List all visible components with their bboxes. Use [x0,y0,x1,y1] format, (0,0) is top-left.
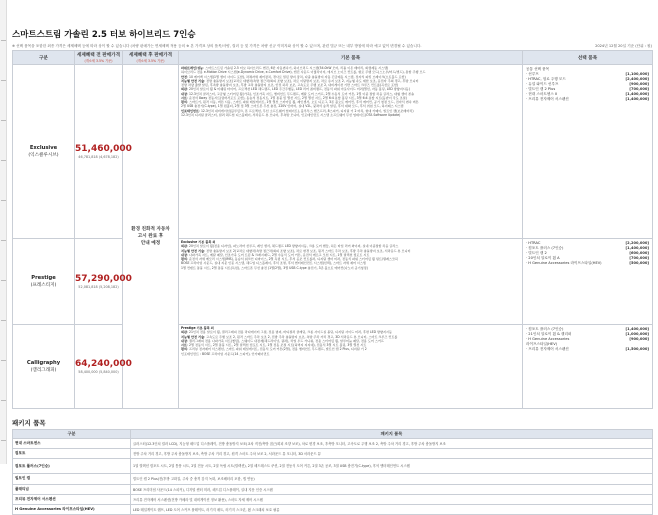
trim-row [13,65,653,239]
basic-item: 지능형 안전 기술: 고속도로 주행 보조 2, 원격 스마트 주차 보조 2, 전방 주차 충돌방지 보조, 측방 주차 거리 경고, 3D 서라운드 뷰 모니터, 스마트 크루즈 컨트롤 [181,334,398,339]
basic-item: 인포테인먼트 : BOSE 프리미엄 사운드(14 스피커), 인카페이먼트 [181,351,270,356]
option-item: · 20인치 알로이 휠 A [700,000] [526,256,649,260]
package-row [13,439,653,449]
note-row [12,42,652,50]
package-row [13,474,653,484]
reference-date: 2024년 12월 20일 기준 (단위 : 원) [595,44,652,48]
package-row [13,449,653,459]
option-item: · 현대 스마트센스 II [1,400,000] [526,92,649,96]
basic-item: 편의: 프리뷰 전자제어 서스펜션, 스마트 파워 테일게이트, 전동식 도어 커튼(2열), 전용 앰비언트 무드램프, 빌트인 캠 2 Plus, 디지털 키 2 [181,347,367,352]
trim-price: 51,460,000 46,781,818 (4,678,182) [75,65,123,239]
package-items: 프리뷰 전자제어 서스펜션(전방 카메라 및 내비게이션 정보 활용), 스마트 자세 제어 시스템 [131,494,653,504]
package-row [13,504,653,514]
option-item: · H Genuine Accessories [900,000] [526,337,649,341]
basic-item: 내장: 나파가죽 시트, 메탈 페달, 인조가죽 도어 트림 & 크래시패드, 2열 수동식 도어 커튼, 운전석 에르고 모션 시트, 1열 릴렉션 컴포트 시트 [181,252,370,257]
price-note: ※ 선택 품목을 포함한 최종 가격은 세제혜택 등에 따라 상이 할 수 있습니다 (차량 판매가는 면세혜택 적용 등의 ※ 본 가격표 상의 품목/사양, 컬러 등 및 가격은 차량 신규 이미지와 상이 할 수 있으며, 관련 법규 또는 내부 방침에 따라 예고 없이 변경될 수 있습니다. [12,44,422,48]
basic-item: 내장: 캘리그래피 전용 나파가죽 시트(퀼팅), 스웨이드 내장재(헤드라이닝, 필러), 리얼 우드 가니쉬, 전용 스티어링 휠, 알루미늄 페달, 전용 도어 스커프 [181,338,384,343]
basic-item: 내장: 12.3인치 클러스터, 고급형 스티어링 휠(가죽), 인조가죽 시트, 앰비언트 무드램프, 메탈 도어 스커프, 2열 수동식 도어 커튼, 1열 이중 접합 차음 글라스, 대형 센터 콘솔 [181,91,415,96]
option-item: 공통 선택 품목 [526,67,550,71]
basic-items [179,239,523,325]
package-header [13,430,653,439]
basic-item: Prestige 기본 품목 외 [181,326,214,330]
package-table [12,429,653,515]
package-name: 현대 스마트센스 [13,439,131,449]
price-sheet [12,0,652,515]
option-item: · 컴포트 플러스 (7인승) [1,400,000] [526,246,649,250]
option-items [523,239,653,325]
option-item: · 컴포트 플러스 (7인승) [1,400,000] [526,327,649,331]
basic-items [179,65,523,239]
basic-item: 편의: 스마트키, 원격 시동, 버튼 시동, 스마트 파워 테일게이트, 1열 열선 스티어링 휠, 레인센서, 오토 디포그, 3존 풀오토 에어컨, 후석 에어컨, 공기 청정 모드, 전자식 변속 버튼 [181,100,419,104]
package-row [13,484,653,494]
package-header-name: 구분 [13,430,131,439]
package-name: 컴포트 [13,449,131,459]
basic-item: 시트: 2열 전동식 시트, 2열 통풍 시트, 2열 릴렉션 컴포트 시트, 1열 전동 조절 시트(허벅지 지지대), 전동식 3열 시트 폴딩, 3열 열선 시트 [181,343,367,347]
package-name: 프리뷰 전자제어 서스펜션 [13,494,131,504]
option-item: · H Genuine Accessories 라이프스타일(HEV) [500,000] [526,261,649,265]
package-row [13,494,653,504]
basic-items [179,325,523,409]
package-title: 패키지 품목 [12,419,46,427]
basic-item: 2열 USB 충전기(C-type), 1열 컵홀더, 2열 및 3열 스마트폰 무선 충전, 220V 인버터, 실내 V2L, 뒷좌석 승객 알림, 후석 대화 모드, 후석 취침 모드, 하이패스 시스템 [181,104,404,109]
package-name: H Genuine Accessories 라이프스타일(HEV) [13,504,131,514]
basic-item: 지능형 안전 기술: 전방 충돌방지 보조 2(교차로 대향차/측방 접근차/회피 조향 보조), 차로 변경 보조, 원격 스마트 주차 보조, 후방 주차 충돌방지 보조, 서라운드 뷰 모니터 [181,248,411,253]
package-items: BOSE 프리미엄 사운드(14 스피커), 디지털 센터 미러, 헤드업 디스플레이, 실내 지문 인증 시스템 [131,484,653,494]
package-items: LED 테일게이트 램프, LED 도어 스커프 플레이트, 러기지 매트, 러기지 스크린, 휠 스크래치 보호 필름 [131,504,653,514]
basic-item: 편의: 운전석 자세 메모리 시스템(IMS), 동승석 워크인 디바이스, 2열 독립 시트, 후석 공조 컨트롤러, 디지털 센터 미러, 전동식 파워 스티어링 휠 틸트/텔레스코픽 [181,257,398,261]
header-price-before: 세제혜택 전 판매가격 (개소세 3.5% 기준) [75,51,123,65]
trim-table [12,50,653,409]
package-items: 전방 주차 거리 경고, 후방 주차 충돌방지 보조, 측방 주차 거리 경고, 원격 스마트 주차 보조 2, 서라운드 뷰 모니터, 3D 서라운드 뷰 [131,449,653,459]
page-title: 스마트스트림 가솔린 2.5 터보 하이브리드 7인승 [12,30,196,40]
option-items [523,325,653,409]
basic-item: 외관: 20인치 알로이 휠 & 미쉐린 타이어, 프로젝션 LED 헤드램프, LED 주간주행등, LED 리어 콤비램프, 전동식 파워 아웃사이드 미러(열선, 자동 폴딩, LED 방향지시등) [181,87,410,92]
basic-item: 시트: 운전석 8way 전동시트(럼버서포트 포함), 동승석 전동시트, 1열 통풍 및 열선 시트, 2열 열선 시트, 2열 6:4 분할 폴딩 시트, 3열 6:4 분할 시트(등받이 각도 조절) [181,95,407,100]
header-options: 선택 품목 [523,51,653,65]
basic-item: 파워트레인/성능: 스마트스트림 가솔린 2.5 터보 하이브리드 엔진, 6단 자동변속기, 하이브리드 시스템(54.0kW 모터, 리튬 이온 배터리, 회생제동 시스템) [181,66,389,70]
package-items: 클러스터(12.3인치 컬러 LCD), 지능형 헤드업 디스플레이, 전방 충돌방지 보조(교차 직진/측방 접근/회피 조향 보조), 차로 변경 보조, 후측방 모니터, 고속도로 주행 보조 2, 측방 주차 거리 경고, 후방 주차 충돌방지 보조 [131,439,653,449]
basic-item: 12.3인치 디지털 클러스터, 컬러 헤드업 디스플레이, 서라운드 뷰 모니터, 후측방 모니터, 인포테인먼트 시스템 소프트웨어 무선 업데이트(OTA Software Update) [181,112,401,117]
trim-row [13,239,653,325]
basic-item: 하이브리드 전용 e-Motion Drive 시스템(e-Dynamic Drive, e-Comfort Drive), 엔진 사운드 이퀄라이저, 애시브 노이즈 컨트롤, 험로 주행 모드(스노우/머드/샌드), 통합 주행 모드 [181,70,426,75]
basic-item: 외관: 21인치 전용 알로이 휠, 캘리그래피 전용 라디에이터 그릴, 전용 범퍼, 바디컬러 클래딩, 크롬 사이드실 몰딩, 디지털 사이드 미러, 후면 LED 방향지시등 [181,330,392,335]
header-basic: 기본 품목 [179,51,523,65]
option-item: · 듀얼 와이드 선루프 [900,000] [526,82,649,86]
package-items: 1열 릴렉션 컴포트 시트, 2열 통풍 시트, 2열 전동 시트, 2열 독립 시트(릴렉션), 2열 헤드레스트 쿠션, 2열 전동식 도어 커튼, 2열 3존 공조, 3열 USB 충전기(C-type), 후석 엔터테인먼트 시스템 [131,459,653,474]
package-name: 빌트인 캠 [13,474,131,484]
binder-strip [0,0,7,464]
trim-price: 57,290,000 52,081,818 (5,208,182) [75,239,123,325]
basic-item: 지능형 안전 기술: 전방 충돌방지 보조(교차로 대향차/측방 접근차/회피 조향 보조), 차로 이탈방지 보조, 차로 유지 보조 2, 지능형 속도 제한 보조, 운전자 주의 경고, 후방 모니터 [181,78,419,83]
basic-item: 안전: 10 에어백 시스템(1열 센터 사이드 포함), 차체자세 제어장치, 경사로 밀림 방지 장치, 다중 충돌방지 자동 긴급제동 시스템, 전자식 파킹 브레이크(오토홀드 포함) [181,74,406,79]
option-item: · 빌트인 캠 2 [600,000] [526,251,649,255]
trim-row [13,325,653,409]
option-item: · HTRAC [2,200,000] [526,241,649,245]
basic-item: 1열 컨텐트 통풍 시트, 2열 통풍 시트(독립), 스마트폰 무선 충전 (1열/2열), 3열 USB C-type 충전기, 3존 풀오토 에어컨(나노이 공기청정) [181,265,368,270]
trim-name: Exclusive (익스클루시브) [13,65,75,239]
package-header-items: 패키지 품목 [131,430,653,439]
basic-item: 인포테인먼트: 12.3인치 내비게이션(블루링크, 폰 프로젝션, 무선 소프트웨어 업데이트), 블루투스 핸즈프리, 8스피커, 디지털 키 2 터치, 현대 카페이, 빌트인 캠(보조배터리) [181,108,414,113]
package-name: 플래티넘 [13,484,131,494]
header-trim: 구분 [13,51,75,65]
package-row [13,459,653,474]
option-item: 라이프스타일(HEV) [526,342,558,346]
option-items [523,65,653,239]
option-item: · 프리뷰 전자제어 서스펜션 [1,400,000] [526,97,649,101]
basic-item: 외관: 20인치 알로이 휠(전용 디자인), 파노라마 선루프, 레인 센서, 헤드램프 LED 방향지시등, 크롬 도어 핸들, 히든 타입 리어 와이퍼, 실내 이중접합 차음 글라스 [181,244,399,249]
trim-table-header [13,51,653,65]
trim-name: Prestige (프레스티지) [13,239,75,325]
trim-name: Calligraphy (캘리그래피) [13,325,75,409]
option-item: · 빌트인 캠 2 Plus [700,000] [526,87,649,91]
basic-item: Exclusive 기본 품목 외 [181,240,216,244]
trim-price: 64,240,000 58,400,000 (5,840,000) [75,325,123,409]
package-items: 빌트인 캠 2 Plus(전/후방 고화질, 주차 중 충격 감지 녹화, 보조배터리 포함, 앱 연동) [131,474,653,484]
basic-item: 전방 차량 출발 알림, 후측방 충돌방지 보조, 후방 교차 충돌방지 보조, 안전 하차 보조, 고속도로 주행 보조 2, 내비게이션 기반 스마트 크루즈 컨트롤(곡선로 포함) [181,83,399,87]
tax-benefit-note: 환경 친화적 자동차 고시 완료 후 안내 예정 [123,65,179,409]
option-item: · 21인치 알로이 휠 & 캘리퍼 [1,000,000] [526,332,649,336]
option-item: · 선루프 [1,100,000] [526,72,649,76]
header-price-after: 세제혜택 후 판매가격 (개소세 3.5% 기준) [123,51,179,65]
option-item: · 프리뷰 전자제어 서스펜션 [1,500,000] [526,347,649,351]
basic-item: BOSE 프리미엄 사운드, 실내 지문 인증 시스템, 헤드업 디스플레이, 후석 조명, 후석 엔터테인먼트 시스템(선택), 스마트 자세 제어 시스템 [181,261,366,266]
package-name: 컴포트 플러스(7인승) [13,459,131,474]
option-item: · HTRAC, 험로 주행 모드 [2,400,000] [526,77,649,81]
